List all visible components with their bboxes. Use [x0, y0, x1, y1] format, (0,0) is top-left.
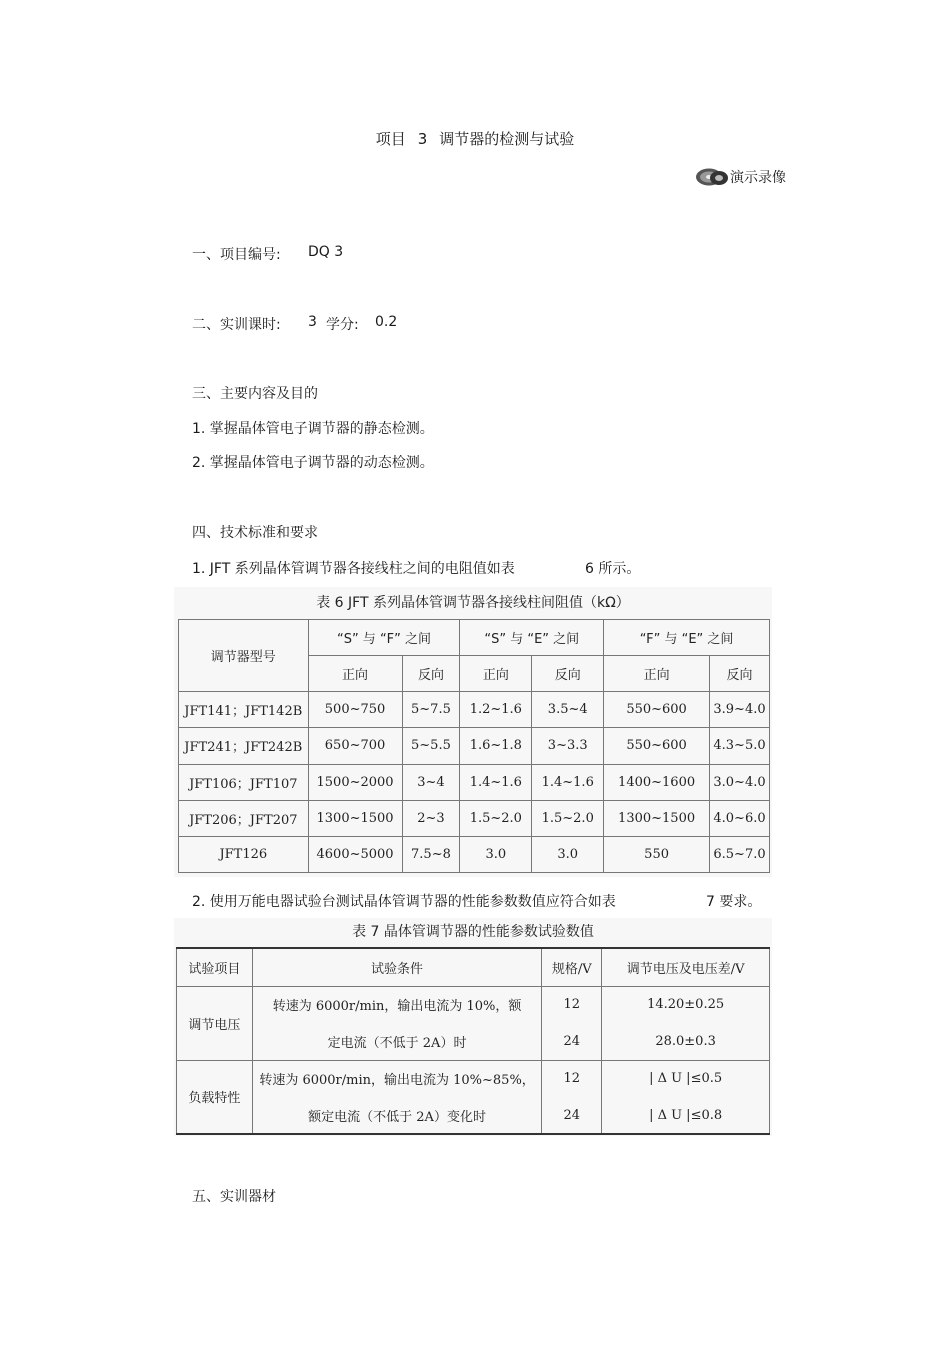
- cell-model: JFT141；JFT142B: [179, 692, 309, 728]
- table-row: [179, 836, 770, 872]
- title-name: 调节器的检测与试验: [439, 130, 575, 148]
- cell: 6.5~7.0: [710, 836, 770, 872]
- header-group-sf: “S” 与 “F” 之间: [308, 620, 460, 656]
- header-test-item: 试验项目: [177, 948, 253, 986]
- header-group-se: “S” 与 “E” 之间: [460, 620, 604, 656]
- table-row: [179, 692, 770, 728]
- standard-item-1-ref: 6 所示。: [585, 561, 641, 577]
- cell: 1.5~2.0: [532, 800, 604, 836]
- cell-model: JFT241；JFT242B: [179, 728, 309, 764]
- table-6-grid: [178, 619, 770, 873]
- cell-condition: 定电流（不低于 2A）时: [252, 1023, 541, 1060]
- table-6: [174, 587, 772, 877]
- cell: 1500~2000: [308, 764, 402, 800]
- header-sub: 反向: [532, 656, 604, 692]
- cell-condition: 转速为 6000r/min，输出电流为 10%~85%，: [252, 1060, 541, 1097]
- section-2-label: 二、实训课时:: [192, 317, 281, 333]
- table-7-caption: 表 7 晶体管调节器的性能参数试验数值: [352, 924, 594, 940]
- header-spec: 规格/V: [542, 948, 602, 986]
- cd-disc-icon: [695, 167, 729, 187]
- cell: 1.4~1.6: [532, 764, 604, 800]
- cell: 5~5.5: [402, 728, 460, 764]
- header-sub: 正向: [460, 656, 532, 692]
- header-sub: 反向: [402, 656, 460, 692]
- cell: 550~600: [604, 728, 710, 764]
- table-row: [177, 1023, 770, 1060]
- header-sub: 正向: [604, 656, 710, 692]
- cell-spec: 12: [542, 1060, 602, 1097]
- cell-model: JFT126: [179, 836, 309, 872]
- title-project: 项目: [375, 130, 406, 148]
- cell-model: JFT106；JFT107: [179, 764, 309, 800]
- page-title: [0, 128, 950, 149]
- cell-condition: 转速为 6000r/min，输出电流为 10%，额: [252, 986, 541, 1023]
- section-4-label: 四、技术标准和要求: [192, 525, 318, 541]
- cell: 2~3: [402, 800, 460, 836]
- table-row: [179, 728, 770, 764]
- cell-value: | Δ U |≤0.8: [602, 1097, 770, 1134]
- cell: 1300~1500: [308, 800, 402, 836]
- cell: 7.5~8: [402, 836, 460, 872]
- cell: 3.5~4: [532, 692, 604, 728]
- cell-spec: 12: [542, 986, 602, 1023]
- cell-value: 14.20±0.25: [602, 986, 770, 1023]
- cell: 1.2~1.6: [460, 692, 532, 728]
- cell: 1.5~2.0: [460, 800, 532, 836]
- header-sub: 反向: [710, 656, 770, 692]
- cell: 650~700: [308, 728, 402, 764]
- training-hours: 3: [308, 314, 317, 330]
- header-voltage: 调节电压及电压差/V: [602, 948, 770, 986]
- cell: 4.3~5.0: [710, 728, 770, 764]
- cell-spec: 24: [542, 1097, 602, 1134]
- table-row: [177, 1097, 770, 1134]
- cell-item: 调节电压: [177, 986, 253, 1060]
- project-number: DQ 3: [308, 244, 344, 260]
- cell: 3.0~4.0: [710, 764, 770, 800]
- content-item-2: 2. 掌握晶体管电子调节器的动态检测。: [192, 455, 434, 471]
- cell: 3.9~4.0: [710, 692, 770, 728]
- standard-item-2-ref: 7 要求。: [706, 894, 762, 910]
- credit-label: 学分:: [326, 317, 359, 333]
- table-row: [179, 800, 770, 836]
- cell: 3.0: [532, 836, 604, 872]
- cell: 1400~1600: [604, 764, 710, 800]
- cell: 550: [604, 836, 710, 872]
- cell-spec: 24: [542, 1023, 602, 1060]
- header-group-fe: “F” 与 “E” 之间: [604, 620, 770, 656]
- table-row: [177, 986, 770, 1023]
- header-test-condition: 试验条件: [252, 948, 541, 986]
- section-3-label: 三、主要内容及目的: [192, 386, 318, 402]
- standard-item-1: 1. JFT 系列晶体管调节器各接线柱之间的电阻值如表: [192, 561, 515, 577]
- cell: 4.0~6.0: [710, 800, 770, 836]
- cell-value: | Δ U |≤0.5: [602, 1060, 770, 1097]
- cell-value: 28.0±0.3: [602, 1023, 770, 1060]
- cell-model: JFT206；JFT207: [179, 800, 309, 836]
- demo-label: 演示录像: [730, 170, 786, 186]
- section-5-label: 五、实训器材: [192, 1189, 276, 1205]
- credit-value: 0.2: [375, 314, 398, 330]
- cell: 4600~5000: [308, 836, 402, 872]
- cell: 3~3.3: [532, 728, 604, 764]
- title-number: 3: [417, 130, 428, 148]
- standard-item-2: 2. 使用万能电器试验台测试晶体管调节器的性能参数数值应符合如表: [192, 894, 616, 910]
- table-7: [174, 918, 772, 1136]
- cell: 500~750: [308, 692, 402, 728]
- content-item-1: 1. 掌握晶体管电子调节器的静态检测。: [192, 421, 434, 437]
- header-sub: 正向: [308, 656, 402, 692]
- table-row: [179, 764, 770, 800]
- cell-item: 负载特性: [177, 1060, 253, 1134]
- cell-condition: 额定电流（不低于 2A）变化时: [252, 1097, 541, 1134]
- demo-video-link[interactable]: [695, 167, 786, 187]
- cell: 3~4: [402, 764, 460, 800]
- header-model: 调节器型号: [179, 620, 309, 692]
- table-6-caption: 表 6 JFT 系列晶体管调节器各接线柱间阻值（kΩ）: [316, 595, 630, 611]
- table-7-grid: [176, 947, 770, 1135]
- cell: 1.6~1.8: [460, 728, 532, 764]
- cell: 1300~1500: [604, 800, 710, 836]
- cell: 1.4~1.6: [460, 764, 532, 800]
- cell: 3.0: [460, 836, 532, 872]
- table-row: [177, 1060, 770, 1097]
- cell: 550~600: [604, 692, 710, 728]
- section-1-label: 一、项目编号:: [192, 247, 281, 263]
- cell: 5~7.5: [402, 692, 460, 728]
